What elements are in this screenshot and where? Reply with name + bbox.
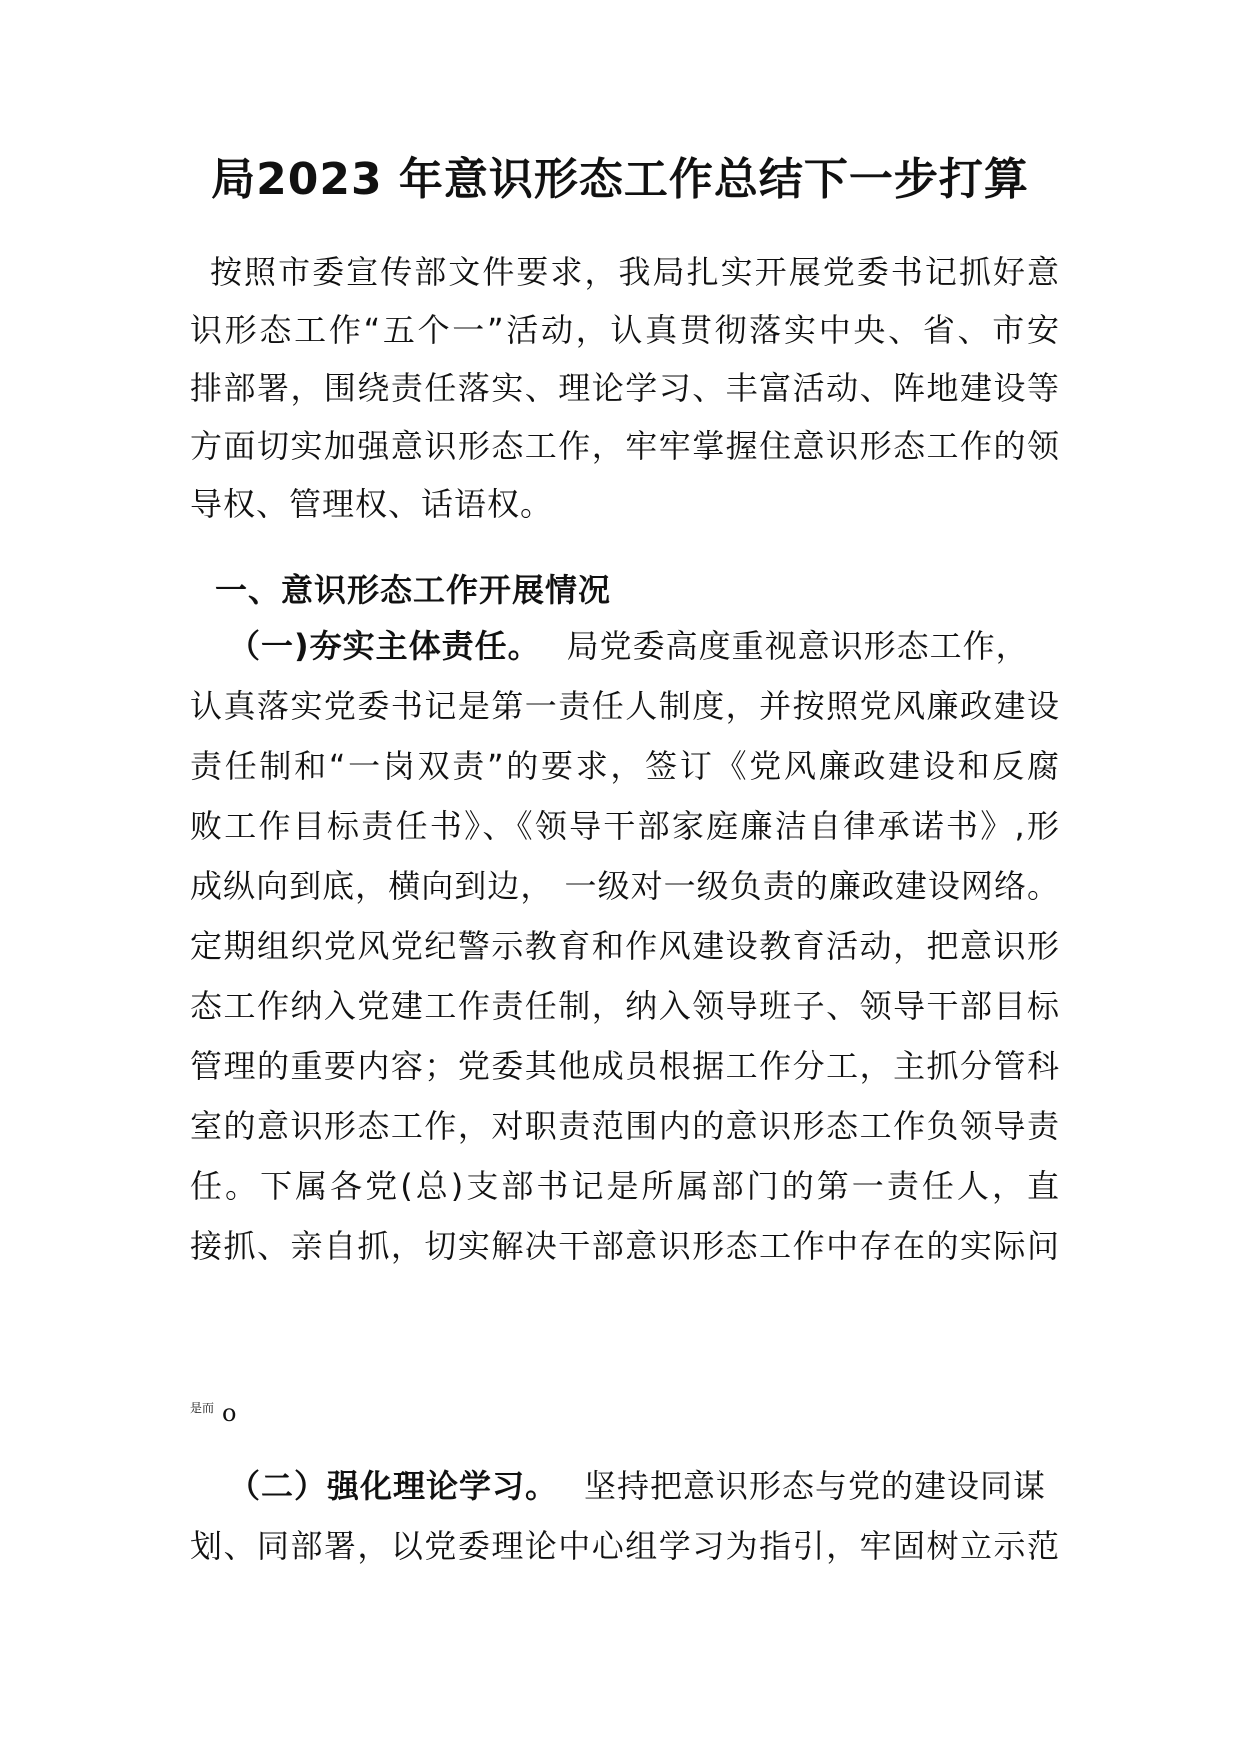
document-title: 局2023 年意识形态工作总结下一步打算 bbox=[211, 154, 1029, 205]
intro-line-4: 方面切实加强意识形态工作，牢牢掌握住意识形态工作的领 bbox=[190, 427, 1060, 465]
subsection-1-first-line bbox=[228, 624, 1060, 668]
subsection-1-label: （一)夯实主体责任。 bbox=[228, 627, 541, 665]
subsection-1-line: 认真落实党委书记是第一责任人制度，并按照党风廉政建设 bbox=[190, 687, 1060, 725]
subsection-2-lead: 坚持把意识形态与党的建设同谋 bbox=[584, 1467, 1047, 1505]
section-heading: 一、意识形态工作开展情况 bbox=[215, 571, 612, 609]
ocr-fragment-mark: o bbox=[222, 1399, 237, 1427]
subsection-1-line: 态工作纳入党建工作责任制，纳入领导班子、领导干部目标 bbox=[190, 987, 1060, 1025]
subsection-2-first-line bbox=[228, 1464, 1060, 1508]
ocr-fragment-small-text: 是而 bbox=[190, 1401, 215, 1415]
subsection-1-line: 管理的重要内容；党委其他成员根据工作分工，主抓分管科 bbox=[190, 1047, 1060, 1085]
subsection-1-line: 成纵向到底，横向到边， 一级对一级负责的廉政建设网络。 bbox=[190, 867, 1060, 905]
intro-line-3: 排部署，围绕责任落实、理论学习、丰富活动、阵地建设等 bbox=[190, 369, 1060, 407]
intro-line-1: 按照市委宣传部文件要求，我局扎实开展党委书记抓好意 bbox=[210, 253, 1060, 291]
subsection-1-line: 定期组织党风党纪警示教育和作风建设教育活动，把意识形 bbox=[190, 927, 1060, 965]
subsection-2-line: 划、同部署，以党委理论中心组学习为指引，牢固树立示范 bbox=[190, 1527, 1060, 1565]
intro-line-5: 导权、管理权、话语权。 bbox=[190, 485, 554, 523]
subsection-1-line: 任。下属各党(总)支部书记是所属部门的第一责任人，直 bbox=[190, 1167, 1060, 1205]
subsection-1-line: 责任制和“一岗双责”的要求，签订《党风廉政建设和反腐 bbox=[190, 747, 1060, 785]
subsection-1-line: 室的意识形态工作，对职责范围内的意识形态工作负领导责 bbox=[190, 1107, 1060, 1145]
subsection-2-label: （二）强化理论学习。 bbox=[228, 1467, 559, 1505]
subsection-1-line: 败工作目标责任书》、《领导干部家庭廉洁自律承诺书》,形 bbox=[190, 807, 1060, 845]
subsection-1-lead: 局党委高度重视意识形态工作， bbox=[566, 627, 1029, 665]
subsection-1-line: 接抓、亲自抓，切实解决干部意识形态工作中存在的实际问 bbox=[190, 1227, 1060, 1265]
intro-line-2: 识形态工作“五个一”活动，认真贯彻落实中央、省、市安 bbox=[190, 311, 1060, 349]
